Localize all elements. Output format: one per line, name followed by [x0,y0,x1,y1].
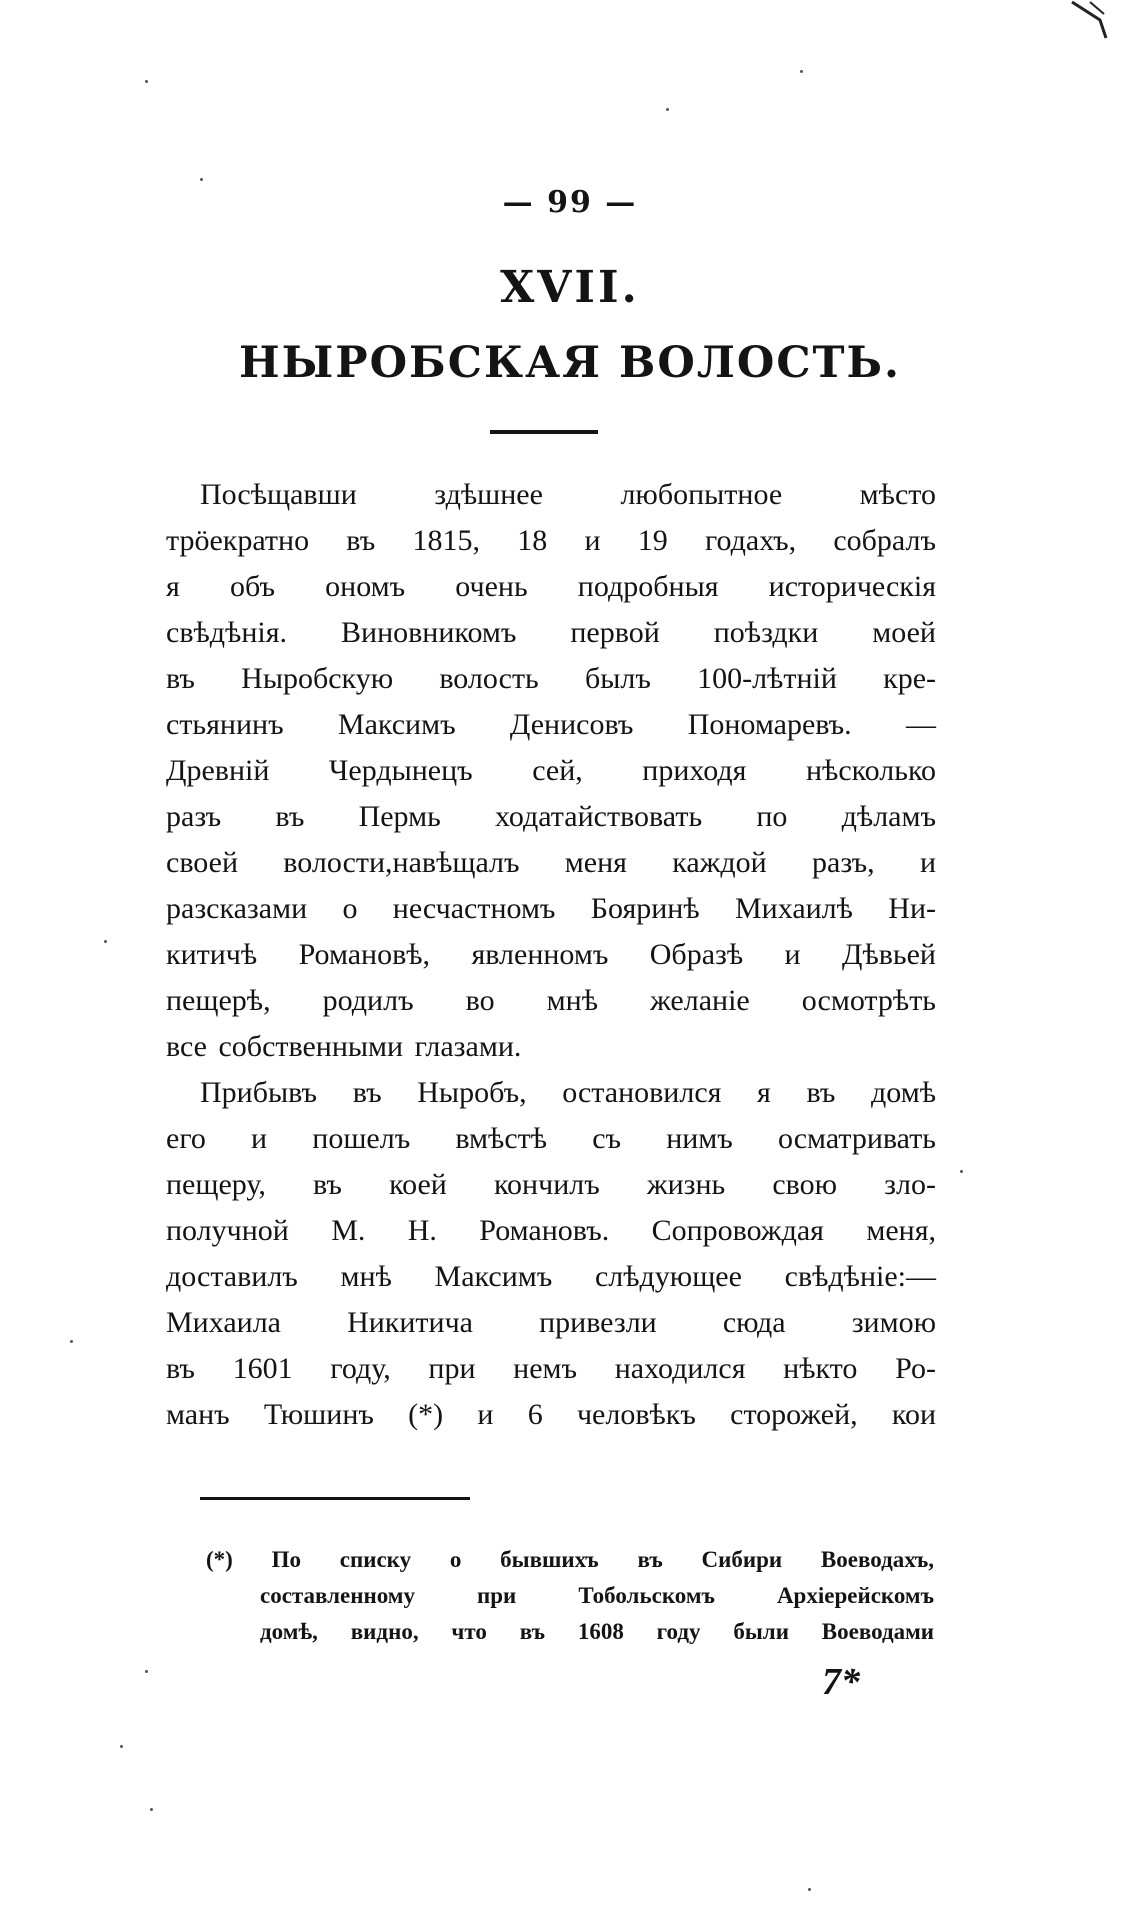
page-corner-mark [1070,0,1110,40]
text-line: пещеру, въ коей кончилъ жизнь свою зло- [166,1168,936,1201]
text-line: получной М. Н. Романовъ. Сопровождая меня, [166,1214,936,1247]
text-line: Михаила Никитича привезли сюда зимою [166,1306,936,1339]
text-line: разсказами о несчастномъ Бояринѣ Михаилѣ Ни- [166,892,936,925]
signature-mark: 7* [822,1661,860,1703]
text-line: разъ въ Пермь ходатайствовать по дѣламъ [166,800,936,833]
text-line: все собственными глазами. [166,1030,522,1063]
text-line: китичѣ Романовѣ, явленномъ Образѣ и Дѣвьей [166,938,936,971]
page-number: — 99 — [502,185,638,220]
text-line: въ 1601 году, при немъ находился нѣкто Ро- [166,1352,936,1385]
text-line: я объ ономъ очень подробныя историческія [166,570,936,603]
text-line: пещерѣ, родилъ во мнѣ желаніе осмотрѣть [166,984,936,1017]
text-line: Прибывъ въ Ныробъ, остановился я въ домѣ [200,1076,936,1109]
text-line: Посѣщавши здѣшнее любопытное мѣсто [200,478,936,511]
text-line: его и пошелъ вмѣстѣ съ нимъ осматривать [166,1122,936,1155]
text-line: своей волости,навѣщалъ меня каждой разъ, и [166,846,936,879]
text-line: въ Ныробскую волость былъ 100-лѣтній кре- [166,662,936,695]
footnote-line: домѣ, видно, что въ 1608 году были Воеводами [260,1619,934,1644]
text-line: свѣдѣнія. Виновникомъ первой поѣздки моей [166,616,936,649]
footnote-divider [200,1497,470,1500]
text-line: трöекратно въ 1815, 18 и 19 годахъ, собралъ [166,524,936,557]
text-line: доставилъ мнѣ Максимъ слѣдующее свѣдѣніе:— [166,1260,936,1293]
text-line: стьянинъ Максимъ Денисовъ Пономаревъ. — [166,708,936,741]
footnote [206,1542,934,1650]
text-line: манъ Тюшинъ (*) и 6 человѣкъ сторожей, кои [166,1398,936,1431]
text-line: Древній Чердынецъ сей, приходя нѣсколько [166,754,936,787]
footnote-line: составленному при Тобольскомъ Архіерейскомъ [260,1583,934,1608]
footnote-line: (*) По списку о бывшихъ въ Сибири Воеводахъ, [206,1547,934,1572]
chapter-title: НЫРОБСКАЯ ВОЛОСТЬ. [238,338,902,388]
title-divider [490,430,598,434]
chapter-number: XVII. [500,262,640,313]
body-text [166,472,936,1438]
